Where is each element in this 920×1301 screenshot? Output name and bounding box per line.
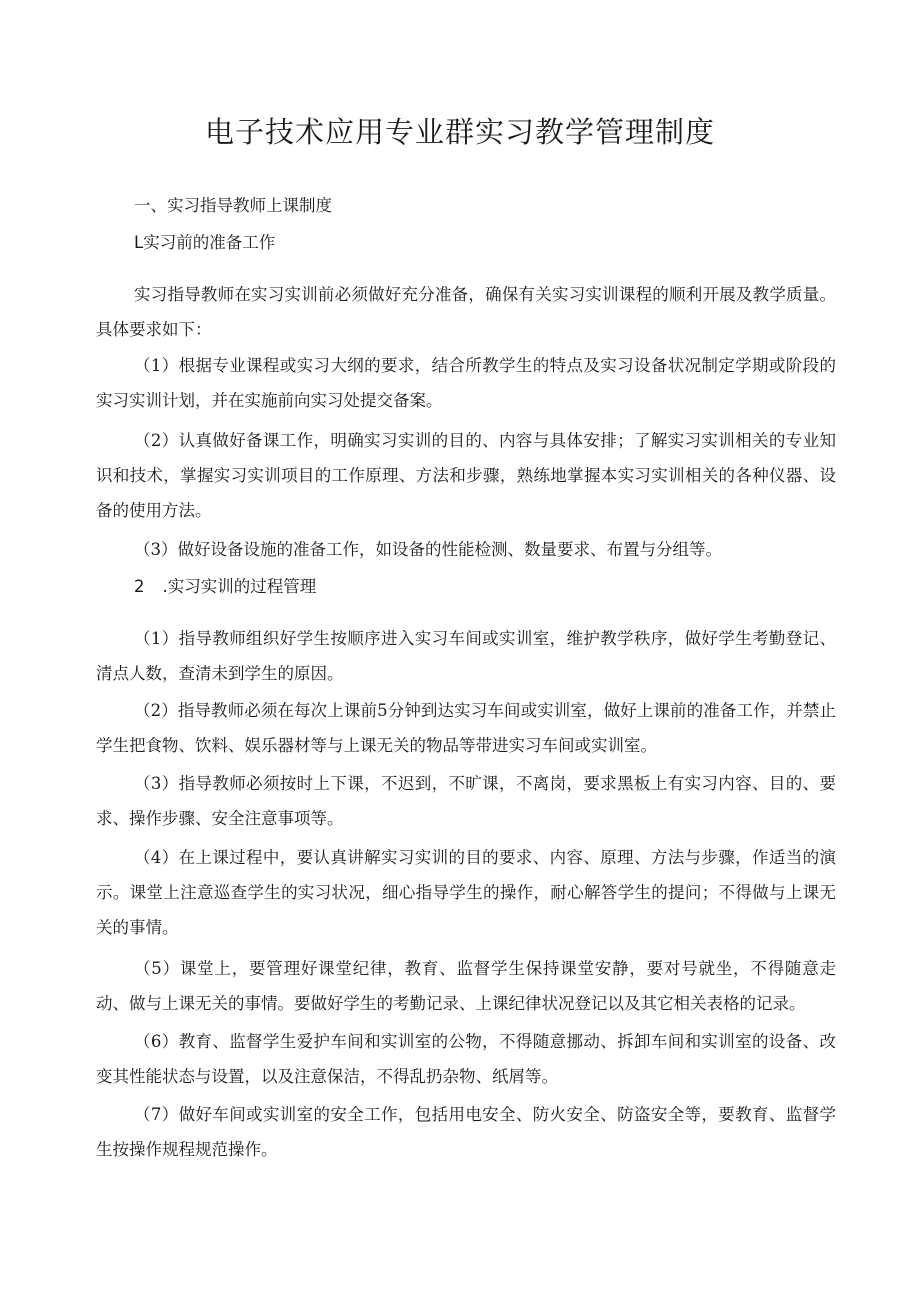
subsection-heading-prep: L实习前的准备工作 xyxy=(134,233,276,252)
process-item: （2）指导教师必须在每次上课前5分钟到达实习车间或实训室，做好上课前的准备工作，并禁止学生把食物、饮料、娱乐器材等与上课无关的物品等带进实习车间或实训室。 xyxy=(96,701,836,755)
subsection-number: 2 xyxy=(134,577,145,596)
prep-item: （1）根据专业课程或实习大纲的要求，结合所教学生的特点及实习设备状况制定学期或阶段的实习实训计划，并在实施前向实习处提交备案。 xyxy=(96,356,836,410)
process-item: （7）做好车间或实训室的安全工作，包括用电安全、防火安全、防盗安全等，要教育、监督学生按操作规程规范操作。 xyxy=(96,1105,836,1159)
process-item: （4）在上课过程中，要认真讲解实习实训的目的要求、内容、原理、方法与步骤，作适当的演示。课堂上注意巡查学生的实习状况，细心指导学生的操作，耐心解答学生的提问；不得做与上课无关的事情。 xyxy=(96,848,836,937)
section-heading: 一、实习指导教师上课制度 xyxy=(134,196,332,215)
process-item: （3）指导教师必须按时上下课，不迟到，不旷课，不离岗，要求黑板上有实习内容、目的、要求、操作步骤、安全注意事项等。 xyxy=(96,774,836,828)
process-item: （5）课堂上，要管理好课堂纪律，教育、监督学生保持课堂安静，要对号就坐，不得随意走动、做与上课无关的事情。要做好学生的考勤记录、上课纪律状况登记以及其它相关表格的记录。 xyxy=(96,959,836,1013)
process-item: （6）教育、监督学生爱护车间和实训室的公物，不得随意挪动、拆卸车间和实训室的设备、改变其性能状态与设置，以及注意保洁，不得乱扔杂物、纸屑等。 xyxy=(96,1032,836,1086)
document-title: 电子技术应用专业群实习教学管理制度 xyxy=(204,115,715,149)
prep-item: （3）做好设备设施的准备工作，如设备的性能检测、数量要求、布置与分组等。 xyxy=(134,540,722,559)
intro-paragraph: 实习指导教师在实习实训前必须做好充分准备，确保有关实习实训课程的顺利开展及教学质量。具体要求如下： xyxy=(96,285,836,339)
prep-item: （2）认真做好备课工作，明确实习实训的目的、内容与具体安排；了解实习实训相关的专业知识和技术，掌握实习实训项目的工作原理、方法和步骤，熟练地掌握本实习实训相关的各种仪器、设备的使用方法。 xyxy=(96,431,836,520)
process-item: （1）指导教师组织好学生按顺序进入实习车间或实训室，维护教学秩序，做好学生考勤登记、清点人数，查清未到学生的原因。 xyxy=(96,629,836,683)
subsection-heading-process xyxy=(134,577,316,597)
subsection-title: .实习实训的过程管理 xyxy=(162,577,317,596)
